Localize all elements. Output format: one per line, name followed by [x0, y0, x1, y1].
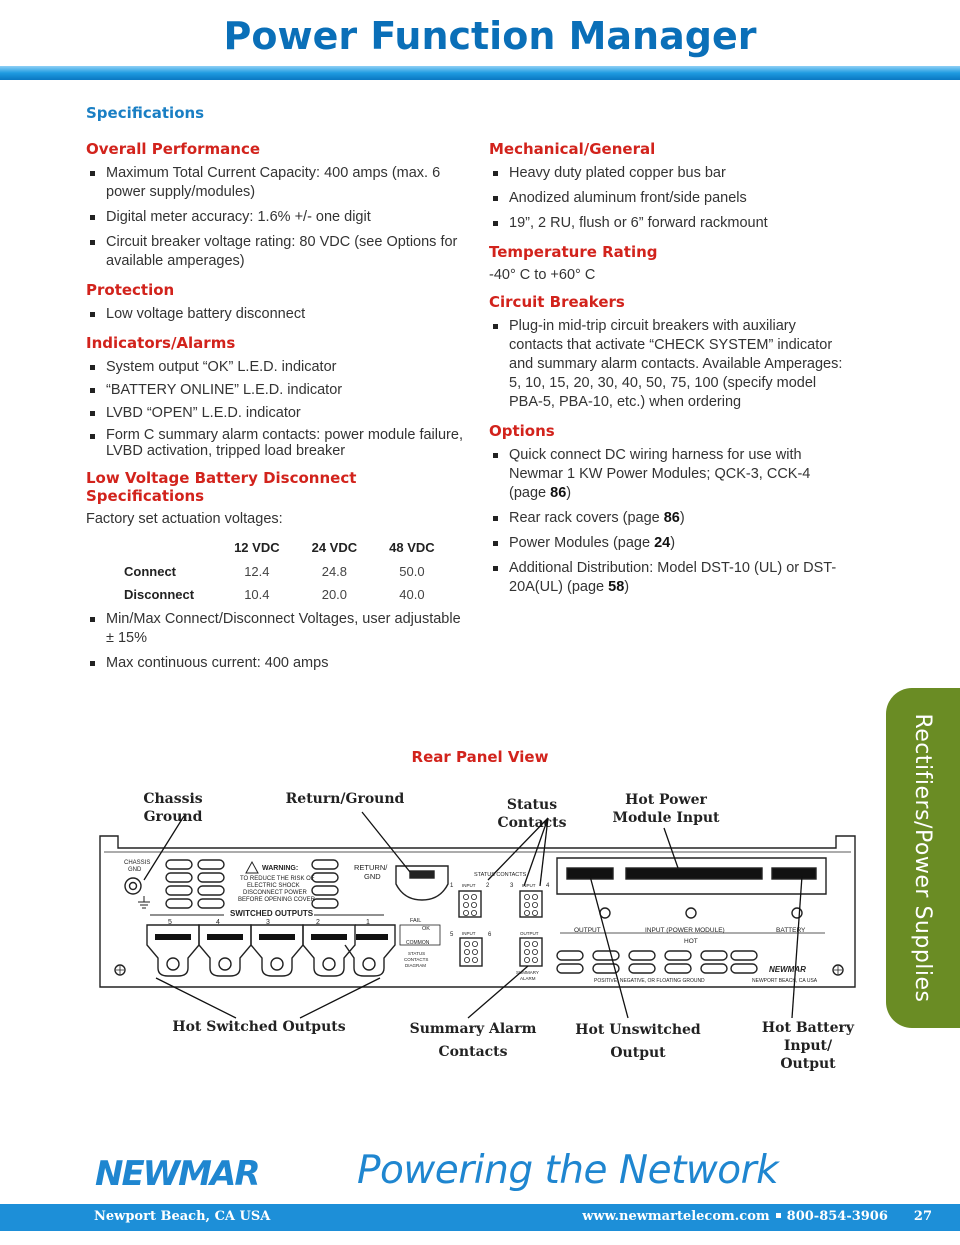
- connector-pin: [524, 910, 529, 915]
- vent-slot: [166, 899, 192, 908]
- chassis-ground-stud: [125, 878, 141, 894]
- panel-label: FAIL: [410, 918, 422, 924]
- busbar-battery: [772, 868, 816, 879]
- panel-label: OK: [422, 926, 430, 932]
- panel-label: CHASSIS: [124, 860, 151, 866]
- panel-label: INPUT: [462, 883, 476, 888]
- panel-label: ALARM: [520, 976, 536, 981]
- panel-label: ELECTRIC SHOCK: [247, 883, 300, 889]
- vent-slot: [312, 860, 338, 869]
- terminal-bar: [207, 934, 243, 940]
- panel-label: BEFORE OPENING COVER: [238, 897, 316, 903]
- temperature-heading: Temperature Rating: [489, 243, 658, 261]
- callout-status-contacts: Status Contacts: [497, 797, 567, 831]
- panel-brand: NEWMAR: [769, 965, 806, 974]
- screw-cross: [116, 966, 124, 974]
- output-terminal-2: [303, 925, 355, 976]
- vent-slot: [166, 873, 192, 882]
- list-item: Circuit breaker voltage rating: 80 VDC (see Options for available amperages): [86, 233, 466, 271]
- vent-slot: [665, 951, 691, 960]
- vent-slot: [166, 860, 192, 869]
- vent-slot: [665, 964, 691, 973]
- indicators-heading: Indicators/Alarms: [86, 334, 236, 352]
- connector-pin: [471, 902, 476, 907]
- leader-status-1: [488, 818, 548, 880]
- connector-pin: [471, 910, 476, 915]
- connector-pin: [532, 894, 537, 899]
- lvbd-intro: Factory set actuation voltages:: [86, 511, 283, 527]
- output-terminal-3: [251, 925, 303, 976]
- callout-hot-switched-outputs: Hot Switched Outputs: [172, 1019, 346, 1035]
- connector-pin: [532, 910, 537, 915]
- list-item: Max continuous current: 400 amps: [86, 654, 466, 673]
- output-terminal-5: [147, 925, 199, 976]
- connector-pin: [463, 902, 468, 907]
- panel-label: 3: [266, 919, 270, 926]
- callout-hot-unswitched-line1: Hot Unswitched: [575, 1022, 701, 1038]
- vent-slot: [629, 964, 655, 973]
- vent-slot: [593, 951, 619, 960]
- row-label: Disconnect: [124, 587, 195, 602]
- vent-slot: [198, 886, 224, 895]
- list-item: Min/Max Connect/Disconnect Voltages, user adjustable ± 15%: [86, 610, 466, 648]
- option-text: Additional Distribution: Model DST-10 (UL) or DST-20A(UL) (page: [509, 560, 837, 595]
- connector-pin: [472, 957, 477, 962]
- connector-pin: [463, 894, 468, 899]
- connector-pin: [472, 949, 477, 954]
- table-header: 48 VDC: [389, 540, 435, 555]
- panel-label: GND: [364, 872, 381, 881]
- table-cell: 12.4: [244, 564, 270, 579]
- protection-heading: Protection: [86, 281, 175, 299]
- connector-pin: [471, 894, 476, 899]
- vent-slot: [312, 886, 338, 895]
- connector-3-4: [520, 891, 542, 917]
- page-title: Power Function Manager: [223, 14, 757, 58]
- option-tail: ): [679, 510, 685, 526]
- connector-1-2: [459, 891, 481, 917]
- panel-label: DIAGRAM: [405, 963, 427, 968]
- page-ref: 86: [550, 485, 567, 501]
- vent-slot: [198, 899, 224, 908]
- connector-pin: [524, 894, 529, 899]
- connector-pin: [472, 941, 477, 946]
- connector-pin: [524, 941, 529, 946]
- screw: [792, 908, 802, 918]
- side-tab-label: Rectifiers/Power Supplies: [910, 713, 936, 1003]
- return-terminal-slot: [410, 871, 434, 878]
- vent-slot: [701, 964, 727, 973]
- vent-slot: [731, 951, 757, 960]
- panel-label: INPUT: [522, 883, 536, 888]
- panel-label: INPUT: [462, 931, 476, 936]
- breakers-heading: Circuit Breakers: [489, 293, 625, 311]
- tagline: Powering the Network: [357, 1148, 779, 1193]
- footer-bar: [0, 1204, 960, 1231]
- mechanical-heading: Mechanical/General: [489, 140, 656, 158]
- chassis-ground-stud-inner: [130, 883, 137, 890]
- leader-switched-a: [156, 978, 236, 1018]
- terminal-bar: [356, 934, 388, 940]
- callout-chassis-ground: Chassis Ground: [143, 791, 203, 825]
- output-terminal-4: [199, 925, 251, 976]
- panel-label: SWITCHED OUTPUTS: [230, 909, 314, 918]
- panel-label: INPUT (POWER MODULE): [645, 927, 725, 934]
- terminal-hole: [323, 958, 335, 970]
- vent-slot: [198, 873, 224, 882]
- leader-battery: [792, 876, 802, 1018]
- footer-contact: [582, 1209, 932, 1224]
- panel-label: NEWPORT BEACH, CA USA: [752, 978, 818, 984]
- connector-pin: [532, 957, 537, 962]
- connector-pin: [464, 941, 469, 946]
- options-heading: Options: [489, 422, 555, 440]
- table-header: 12 VDC: [234, 540, 280, 555]
- screw: [686, 908, 696, 918]
- terminal-bar: [259, 934, 295, 940]
- panel-label: 2: [316, 919, 320, 926]
- terminal-hole: [219, 958, 231, 970]
- panel-label: 4: [216, 919, 220, 926]
- output-terminal-1: [345, 925, 395, 976]
- panel-label: DISCONNECT POWER: [243, 890, 307, 896]
- option-text: Rear rack covers (page: [509, 510, 664, 526]
- panel-label: COMMON: [406, 940, 430, 946]
- panel-label: 2: [486, 883, 490, 889]
- panel-label: SUMMARY: [516, 970, 539, 975]
- vent-slot: [312, 899, 338, 908]
- terminal-hole: [167, 958, 179, 970]
- connector-output: [520, 938, 542, 966]
- vent-slot: [731, 964, 757, 973]
- list-item: Low voltage battery disconnect: [86, 305, 466, 324]
- option-tail: ): [566, 485, 572, 501]
- bullet-square: [776, 1213, 781, 1218]
- newmar-logo: NEWMAR: [95, 1154, 259, 1194]
- section-side-tab: [886, 688, 960, 1028]
- callout-hot-power-line1: Hot Power: [625, 792, 707, 808]
- connector-pin: [532, 941, 537, 946]
- list-item: System output “OK” L.E.D. indicator: [86, 358, 466, 377]
- screw-cross: [834, 966, 842, 974]
- callout-hot-unswitched-line2: Output: [610, 1045, 666, 1061]
- list-item: LVBD “OPEN” L.E.D. indicator: [86, 404, 466, 423]
- leader-unswitched: [590, 876, 628, 1018]
- leader-switched-b: [300, 978, 380, 1018]
- connector-pin: [524, 949, 529, 954]
- vent-slot: [629, 951, 655, 960]
- lvbd-heading: Low Voltage Battery Disconnect Specifications: [86, 469, 357, 505]
- terminal-bar: [311, 934, 347, 940]
- page-number: 27: [913, 1209, 932, 1224]
- option-tail: ): [670, 535, 676, 551]
- list-item: 19”, 2 RU, flush or 6” forward rackmount: [489, 214, 849, 233]
- connector-pin: [532, 902, 537, 907]
- list-item: Maximum Total Current Capacity: 400 amps (max. 6 power supply/modules): [86, 164, 466, 202]
- vent-slot: [198, 860, 224, 869]
- panel-label: RETURN/: [354, 863, 388, 872]
- list-item: Anodized aluminum front/side panels: [489, 189, 849, 208]
- panel-label: OUTPUT: [520, 931, 539, 936]
- terminal-hole: [271, 958, 283, 970]
- temperature-value: -40° C to +60° C: [489, 267, 596, 283]
- panel-label: 3: [510, 883, 514, 889]
- vent-slot: [701, 951, 727, 960]
- table-cell: 50.0: [399, 564, 425, 579]
- footer-location: Newport Beach, CA USA: [94, 1209, 271, 1224]
- option-text: Power Modules (page: [509, 535, 655, 551]
- overall-heading: Overall Performance: [86, 140, 261, 158]
- panel-label: BATTERY: [776, 927, 806, 934]
- callout-hot-battery-line1: Hot Battery Input/: [761, 1020, 855, 1054]
- callout-hot-power-line2: Module Input: [612, 810, 720, 826]
- panel-label: HOT: [684, 938, 698, 945]
- panel-label: 5: [168, 919, 172, 926]
- option-tail: ): [624, 579, 630, 595]
- panel-label: 1: [450, 883, 454, 889]
- table-cell: 20.0: [321, 587, 348, 602]
- page-ref: 58: [608, 579, 625, 595]
- connector-5-6: [460, 938, 482, 966]
- panel-label: TO REDUCE THE RISK OF: [240, 876, 315, 882]
- connector-pin: [464, 949, 469, 954]
- option-text: Quick connect DC wiring harness for use with Newmar 1 KW Power Modules; QCK-3, CCK-4 (page: [509, 447, 811, 501]
- panel-label: POSITIVE, NEGATIVE, OR FLOATING GROUND: [594, 978, 705, 984]
- table-cell: 24.8: [321, 564, 348, 579]
- connector-pin: [532, 949, 537, 954]
- warning-triangle: [246, 862, 258, 873]
- callout-summary-alarm-line2: Contacts: [438, 1044, 508, 1060]
- page-ref: 86: [663, 510, 680, 526]
- panel-label: 1: [366, 919, 370, 926]
- vent-slot: [312, 873, 338, 882]
- vent-slot: [557, 951, 583, 960]
- table-cell: 40.0: [399, 587, 425, 602]
- panel-label: 4: [546, 883, 550, 889]
- panel-label: OUTPUT: [574, 927, 601, 934]
- connector-pin: [524, 902, 529, 907]
- ground-symbol: [138, 896, 150, 908]
- list-item: Form C summary alarm contacts: power module failure, LVBD activation, tripped load breaker: [86, 427, 466, 459]
- list-item: Digital meter accuracy: 1.6% +/- one digit: [86, 208, 466, 227]
- table-cell: 10.4: [244, 587, 270, 602]
- panel-label: 5: [450, 932, 454, 938]
- connector-pin: [464, 957, 469, 962]
- panel-label: STATUS CONTACTS: [474, 872, 527, 878]
- connector-pin: [463, 910, 468, 915]
- panel-label: WARNING:: [262, 865, 299, 872]
- callout-hot-battery-line2: Output: [780, 1056, 836, 1072]
- connector-pin: [524, 957, 529, 962]
- row-label: Connect: [124, 564, 176, 579]
- vent-slot: [166, 886, 192, 895]
- list-item: Heavy duty plated copper bus bar: [489, 164, 849, 183]
- panel-label: CONTACTS: [404, 957, 429, 962]
- callout-summary-alarm-line1: Summary Alarm: [409, 1021, 537, 1037]
- page-ref: 24: [654, 535, 671, 551]
- terminal-hole: [363, 958, 375, 970]
- busbar-input: [626, 868, 762, 879]
- list-item: “BATTERY ONLINE” L.E.D. indicator: [86, 381, 466, 400]
- table-header: 24 VDC: [311, 540, 358, 555]
- list-item: Plug-in mid-trip circuit breakers with auxiliary contacts that activate “CHECK SYSTEM” indicator and summary alarm contacts. Available Amperages: 5, 10, 15, 20, 30, 40, 50, 75, 100 (specify model PBA-5, PBA-10, etc.) when ordering: [489, 317, 849, 412]
- rear-panel-heading: Rear Panel View: [411, 748, 549, 766]
- panel-label: 6: [488, 932, 492, 938]
- specifications-heading: Specifications: [86, 104, 205, 122]
- terminal-bar: [155, 934, 191, 940]
- footer-website[interactable]: www.newmartelecom.com: [582, 1209, 770, 1224]
- panel-label: STATUS: [408, 951, 426, 956]
- vent-slot: [557, 964, 583, 973]
- panel-label: GND: [128, 867, 142, 873]
- footer-phone: 800-854-3906: [786, 1209, 888, 1224]
- callout-return-ground: Return/Ground: [285, 791, 405, 807]
